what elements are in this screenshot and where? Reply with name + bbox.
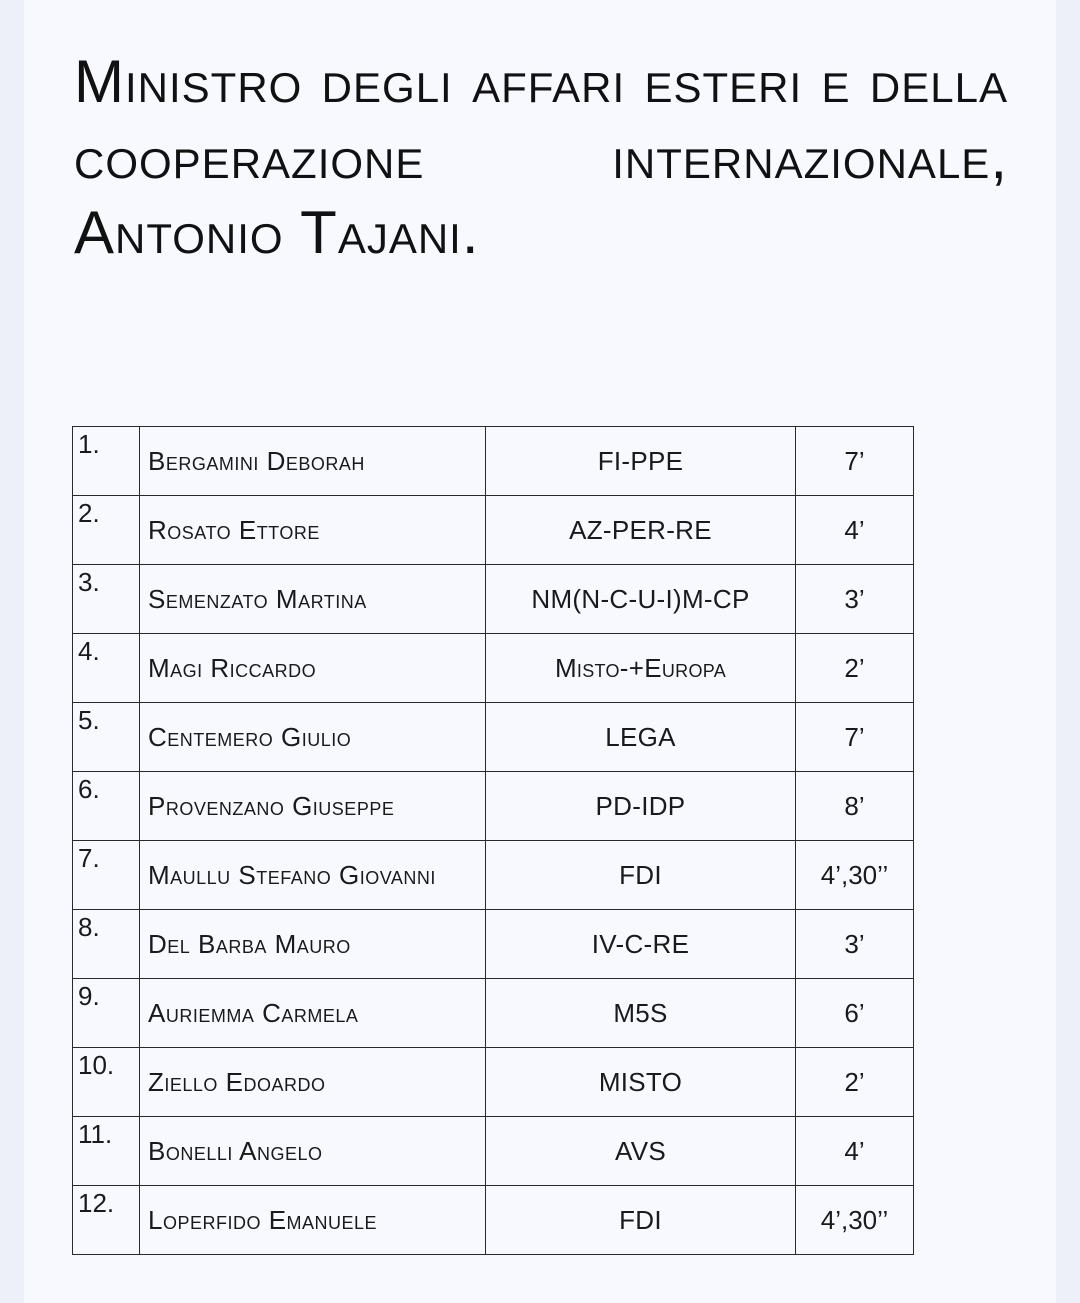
row-number: 4. (73, 634, 140, 703)
speakers-table-body (73, 427, 914, 1255)
speaker-name: Semenzato Martina (140, 565, 486, 634)
row-number: 11. (73, 1117, 140, 1186)
speaking-time: 8’ (796, 772, 914, 841)
parliamentary-group: NM(N-C-U-I)M-CP (486, 565, 796, 634)
parliamentary-group: M5S (486, 979, 796, 1048)
table-row (73, 1117, 914, 1186)
speaker-name: Del Barba Mauro (140, 910, 486, 979)
speaking-time: 3’ (796, 565, 914, 634)
speaking-time: 2’ (796, 634, 914, 703)
parliamentary-group: IV-C-RE (486, 910, 796, 979)
row-number: 5. (73, 703, 140, 772)
table-row (73, 1186, 914, 1255)
speaking-time: 2’ (796, 1048, 914, 1117)
speaker-name: Maullu Stefano Giovanni (140, 841, 486, 910)
speaking-time: 7’ (796, 703, 914, 772)
speaking-time: 4’ (796, 1117, 914, 1186)
table-row (73, 910, 914, 979)
parliamentary-group: Misto-+Europa (486, 634, 796, 703)
row-number: 6. (73, 772, 140, 841)
table-row (73, 496, 914, 565)
row-number: 1. (73, 427, 140, 496)
row-number: 7. (73, 841, 140, 910)
parliamentary-group: PD-IDP (486, 772, 796, 841)
parliamentary-group: MISTO (486, 1048, 796, 1117)
speaking-time: 4’,30’’ (796, 1186, 914, 1255)
parliamentary-group: LEGA (486, 703, 796, 772)
row-number: 2. (73, 496, 140, 565)
parliamentary-group: FDI (486, 1186, 796, 1255)
row-number: 8. (73, 910, 140, 979)
speaking-time: 7’ (796, 427, 914, 496)
speaker-name: Ziello Edoardo (140, 1048, 486, 1117)
speaker-name: Auriemma Carmela (140, 979, 486, 1048)
table-row (73, 772, 914, 841)
table-row (73, 634, 914, 703)
row-number: 12. (73, 1186, 140, 1255)
speaking-time: 6’ (796, 979, 914, 1048)
speaker-name: Magi Riccardo (140, 634, 486, 703)
row-number: 9. (73, 979, 140, 1048)
speaker-name: Provenzano Giuseppe (140, 772, 486, 841)
speaker-name: Bergamini Deborah (140, 427, 486, 496)
table-row (73, 703, 914, 772)
speaker-name: Rosato Ettore (140, 496, 486, 565)
parliamentary-group: AZ-PER-RE (486, 496, 796, 565)
table-row (73, 1048, 914, 1117)
speaking-time: 4’ (796, 496, 914, 565)
table-row (73, 841, 914, 910)
table-row (73, 427, 914, 496)
speakers-table (72, 426, 914, 1255)
speaker-name: Centemero Giulio (140, 703, 486, 772)
parliamentary-group: AVS (486, 1117, 796, 1186)
speaker-name: Bonelli Angelo (140, 1117, 486, 1186)
row-number: 3. (73, 565, 140, 634)
table-row (73, 979, 914, 1048)
row-number: 10. (73, 1048, 140, 1117)
document-heading: Ministro degli affari esteri e della cooperazione internazionale, Antonio Tajani. (74, 48, 1008, 266)
speaking-time: 4’,30’’ (796, 841, 914, 910)
table-row (73, 565, 914, 634)
speaking-time: 3’ (796, 910, 914, 979)
parliamentary-group: FI-PPE (486, 427, 796, 496)
parliamentary-group: FDI (486, 841, 796, 910)
speaker-name: Loperfido Emanuele (140, 1186, 486, 1255)
